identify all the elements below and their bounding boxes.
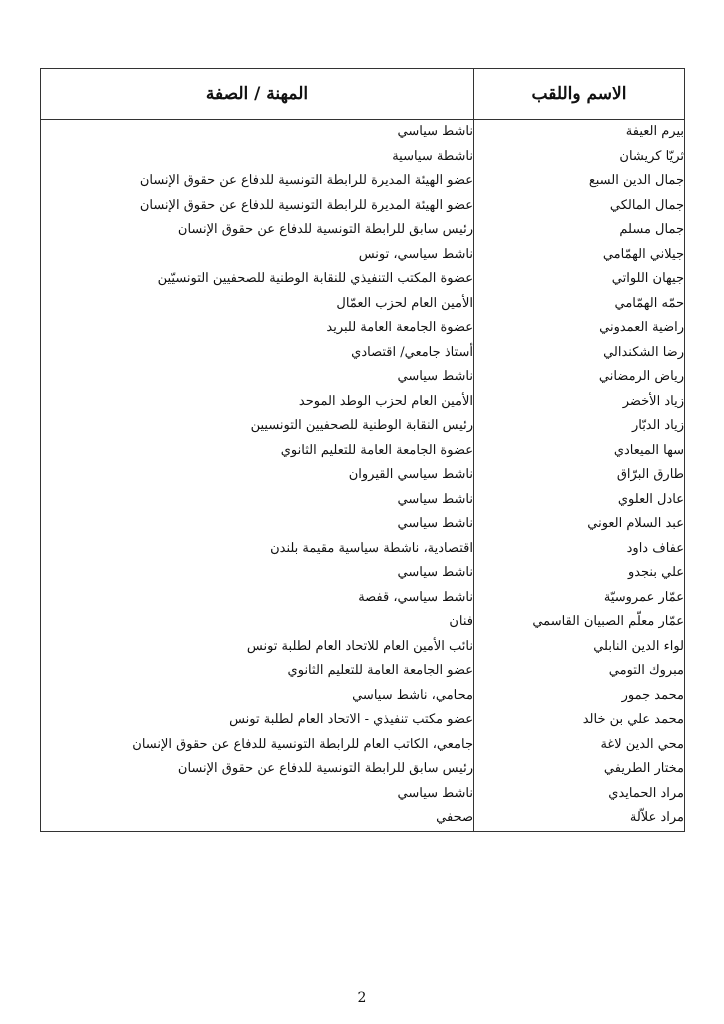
- person-name: سها الميعادي: [613, 442, 684, 458]
- person-name: رياض الرمضاني: [598, 369, 684, 384]
- person-name: عمّار معلّم الصبيان القاسمي: [532, 614, 684, 629]
- person-occupation: عضوة الجامعة العامة للبريد: [326, 320, 473, 335]
- person-name: راضية العمدوني: [599, 320, 684, 335]
- person-name: زياد الأخضر: [622, 393, 684, 409]
- person-name: مبروك التومي: [608, 663, 684, 678]
- person-occupation: عضو الهيئة المديرة للرابطة التونسية للدفاع عن حقوق الإنسان: [139, 173, 473, 188]
- person-name: طارق البرّاق: [616, 467, 684, 482]
- person-occupation: عضو مكتب تنفيذي - الاتحاد العام لطلبة تونس: [229, 712, 473, 727]
- table-body-row: [41, 120, 685, 832]
- person-occupation: عضوة المكتب التنفيذي للنقابة الوطنية للصحفيين التونسيّين: [157, 271, 473, 286]
- person-occupation: أستاذ جامعي/ اقتصادي: [351, 344, 473, 360]
- person-name: عبد السلام العوني: [587, 516, 684, 531]
- person-name: مختار الطريفي: [603, 761, 684, 776]
- person-name: علي بنجدو: [627, 565, 684, 580]
- header-job: المهنة / الصفة: [41, 69, 474, 120]
- person-name: محي الدين لاغة: [600, 736, 684, 752]
- person-occupation: عضو الهيئة المديرة للرابطة التونسية للدفاع عن حقوق الإنسان: [139, 197, 473, 213]
- person-occupation: رئيس سابق للرابطة التونسية للدفاع عن حقوق الإنسان: [177, 222, 473, 237]
- person-occupation: الأمين العام لحزب الوطد الموحد: [298, 393, 473, 409]
- person-occupation: رئيس النقابة الوطنية للصحفيين التونسيين: [250, 418, 473, 433]
- person-occupation: ناشط سياسي، تونس: [358, 246, 473, 262]
- person-occupation: الأمين العام لحزب العمّال: [336, 295, 473, 311]
- person-occupation: فنان: [449, 614, 473, 629]
- person-occupation: ناشط سياسي: [397, 516, 473, 531]
- person-name: بيرم العيفة: [625, 124, 684, 139]
- person-name: مراد علاّلة: [629, 810, 684, 825]
- person-name: جمال المالكي: [609, 197, 684, 213]
- person-occupation: ناشط سياسي: [397, 369, 473, 384]
- person-name: جيلاني الهمّامي: [602, 246, 684, 262]
- person-occupation: عضو الجامعة العامة للتعليم الثانوي: [287, 663, 473, 678]
- person-occupation: اقتصادية، ناشطة سياسية مقيمة بلندن: [270, 540, 473, 556]
- person-name: لواء الدين النابلي: [593, 638, 684, 654]
- person-name: محمد علي بن خالد: [582, 712, 684, 727]
- person-occupation: ناشط سياسي: [397, 565, 473, 580]
- person-occupation: نائب الأمين العام للاتحاد العام لطلبة تونس: [246, 638, 473, 654]
- person-name: مراد الحمايدي: [608, 785, 684, 801]
- person-occupation: ناشط سياسي: [397, 785, 473, 801]
- names-table: [40, 68, 685, 832]
- person-name: جمال الدين السبع: [588, 173, 684, 188]
- person-occupation: رئيس سابق للرابطة التونسية للدفاع عن حقوق الإنسان: [177, 761, 473, 776]
- page-number: 2: [357, 990, 367, 1006]
- person-name: جيهان اللواتي: [611, 271, 684, 286]
- person-name: عفاف داود: [626, 540, 684, 556]
- person-occupation: عضوة الجامعة العامة للتعليم الثانوي: [280, 442, 473, 458]
- person-name: جمال مسلم: [619, 222, 684, 237]
- jobs-column: [41, 120, 474, 832]
- person-name: عادل العلوي: [617, 491, 684, 507]
- table-header-row: [41, 69, 685, 120]
- person-occupation: جامعي، الكاتب العام للرابطة التونسية للدفاع عن حقوق الإنسان: [132, 736, 473, 752]
- person-occupation: صحفي: [436, 810, 473, 825]
- person-occupation: ناشط سياسي: [397, 491, 473, 507]
- person-occupation: ناشط سياسي: [397, 124, 473, 139]
- person-occupation: ناشط سياسي، قفصة: [358, 589, 473, 605]
- person-occupation: ناشط سياسي القيروان: [348, 467, 473, 482]
- person-name: حمّه الهمّامي: [614, 295, 684, 311]
- person-name: رضا الشكندالي: [603, 344, 684, 360]
- header-name: الاسم واللقب: [474, 69, 685, 120]
- person-occupation: محامي، ناشط سياسي: [352, 687, 473, 703]
- names-column: [474, 120, 685, 832]
- person-name: محمد جمور: [621, 687, 684, 703]
- person-name: ثريّا كريشان: [619, 148, 684, 164]
- person-name: زياد الدبّار: [631, 418, 684, 433]
- person-occupation: ناشطة سياسية: [392, 148, 473, 164]
- person-name: عمّار عمروسيّة: [603, 589, 684, 605]
